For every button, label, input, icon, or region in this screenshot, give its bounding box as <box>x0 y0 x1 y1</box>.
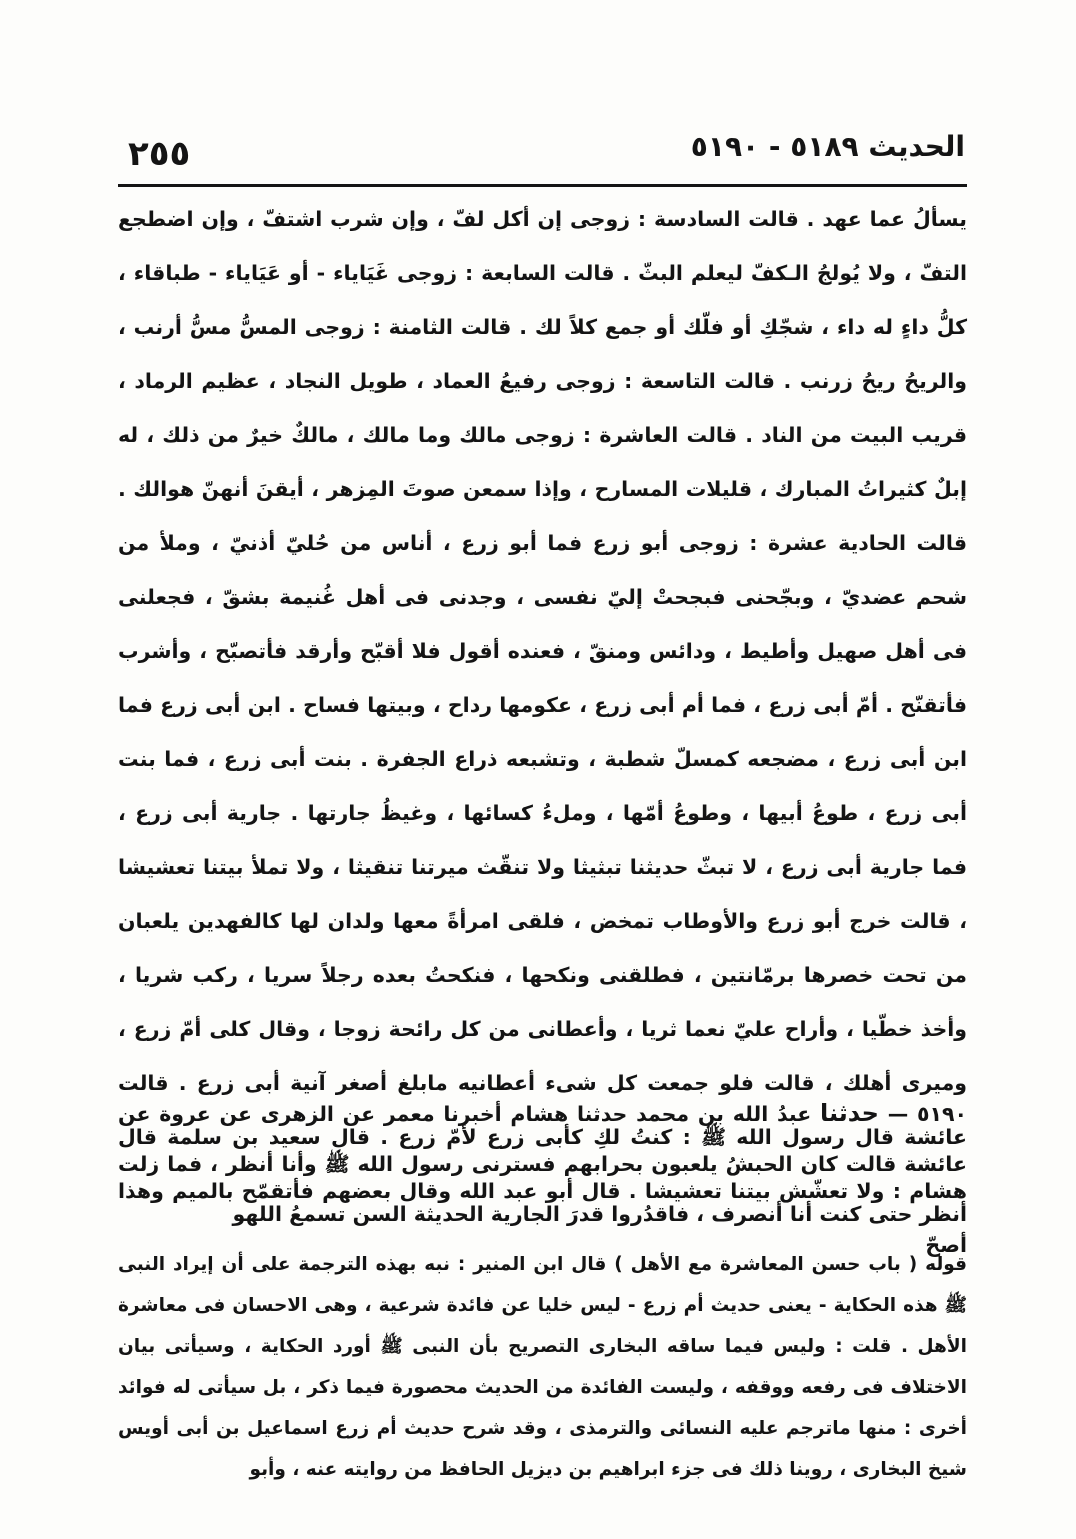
header-rule <box>118 184 967 187</box>
page-number: ٢٥٥ <box>128 134 191 174</box>
hadith-number: ٥١٩٠ — <box>887 1102 968 1126</box>
paragraph-commentary <box>118 1244 967 1490</box>
hadith-text: عبدُ الله بن محمد حدثنا هشام أخبرنا معمر عن الزهرى عن عروة عن عائشة قالت كان الحبشُ يلعبون بحرابهم فسترنى رسول الله ﷺ وأنا أنظر ، فما زلت أنظر حتى كنت أنا أنصرف ، فاقدُروا قدرَ الجارية الحديثة السن تسمعُ اللهو <box>118 1102 967 1226</box>
page-header <box>120 128 965 178</box>
haddathana-heading: حدثنا <box>819 1099 879 1127</box>
running-head: الحديث ٥١٨٩ - ٥١٩٠ <box>690 130 965 163</box>
commentary-text: ( باب حسن المعاشرة مع الأهل ) قال ابن المنير : نبه بهذه الترجمة على أن إيراد النبى ﷺ هذه الحكاية - يعنى حديث أم زرع - ليس خليا عن فائدة شرعية ، وهى الاحسان فى معاشرة الأهل . قلت : وليس فيما ساقه البخارى التصريح بأن النبى ﷺ أورد الحكاية ، وسيأتى بيان الاختلاف فى رفعه ووقفه ، وليست الفائدة من الحديث محصورة فيما ذكر ، بل سيأتى له فوائد أخرى : منها ماترجم عليه النسائى والترمذى ، وقد شرح حديث أم زرع اسماعيل بن أبى أويس شيخ البخارى ، روينا ذلك فى جزء ابراهيم بن ديزيل الحافظ من روايته عنه ، وأبو <box>118 1254 967 1480</box>
paragraph-hadith-5190 <box>118 1088 967 1239</box>
qawluhu-heading: قوله <box>925 1254 967 1275</box>
paragraph-hadith-5189: يسألُ عما عهد . قالت السادسة : زوجى إن أكل لفّ ، وإن شرب اشتفّ ، وإن اضطجع التفّ ، ولا يُولجُ الـكفّ ليعلم البثّ . قالت السابعة : زوجى غَيَاياء - أو عَيَاياء - طباقاء ، كلُّ داءٍ له داء ، شجّكِ أو فلّك أو جمع كلاً لك . قالت الثامنة : زوجى المسُّ مسُّ أرنب ، والريحُ ريحُ زرنب . قالت التاسعة : زوجى رفيعُ العماد ، طويل النجاد ، عظيم الرماد ، قريب البيت من الناد . قالت العاشرة : زوجى مالك وما مالك ، مالكٌ خيرٌ من ذلك ، له إبلٌ كثيراتُ المبارك ، قليلات المسارح ، وإذا سمعن صوتَ المِزهر ، أيقنَ أنهنّ هوالك . قالت الحادية عشرة : زوجى أبو زرع فما أبو زرع ، أناس من حُليّ أذنيّ ، وملأ من شحم عضديّ ، وبجّحنى فبجحتْ إليّ نفسى ، وجدنى فى أهل غُنيمة بشقّ ، فجعلنى فى أهل صهيل وأطيط ، ودائس ومنقّ ، فعنده أقول فلا أقبّح وأرقد فأتصبّح ، وأشرب فأتقنّح . أمّ أبى زرع ، فما أم أبى زرع ، عكومها رداح ، وبيتها فساح . ابن أبى زرع فما ابن أبى زرع ، مضجعه كمسلّ شطبة ، وتشبعه ذراع الجفرة . بنت أبى زرع ، فما بنت أبى زرع ، طوعُ أبيها ، وطوعُ أمّها ، وملءُ كسائها ، وغيظُ جارتها . جارية أبى زرع ، فما جارية أبى زرع ، لا تبثّ حديثنا تبثيثا ولا تنقّث ميرتنا تنقيثا ، ولا تملأ بيتنا تعشيشا ، قالت خرج أبو زرع والأوطاب تمخض ، فلقى امرأةً معها ولدان لها كالفهدين يلعبان من تحت خصرها برمّانتين ، فطلقنى ونكحها ، فنكحتُ بعده رجلاً سريا ، ركب شريا ، وأخذ خطّيا ، وأراح عليّ نعما ثريا ، وأعطانى من كل رائحة زوجا ، وقال كلى أمّ زرع ، وميرى أهلك ، قالت فلو جمعت كل شىء أعطانيه مابلغ أصغر آنية أبى زرع . قالت عائشة قال رسول الله ﷺ : كنتُ لكِ كأبى زرع لأمّ زرع . قال سعيد بن سلمة قال هشام : ولا تعشّش بيتنا تعشيشا . قال أبو عبد الله وقال بعضهم فأتقمّح بالميم وهذا أصحّ <box>118 207 967 1257</box>
